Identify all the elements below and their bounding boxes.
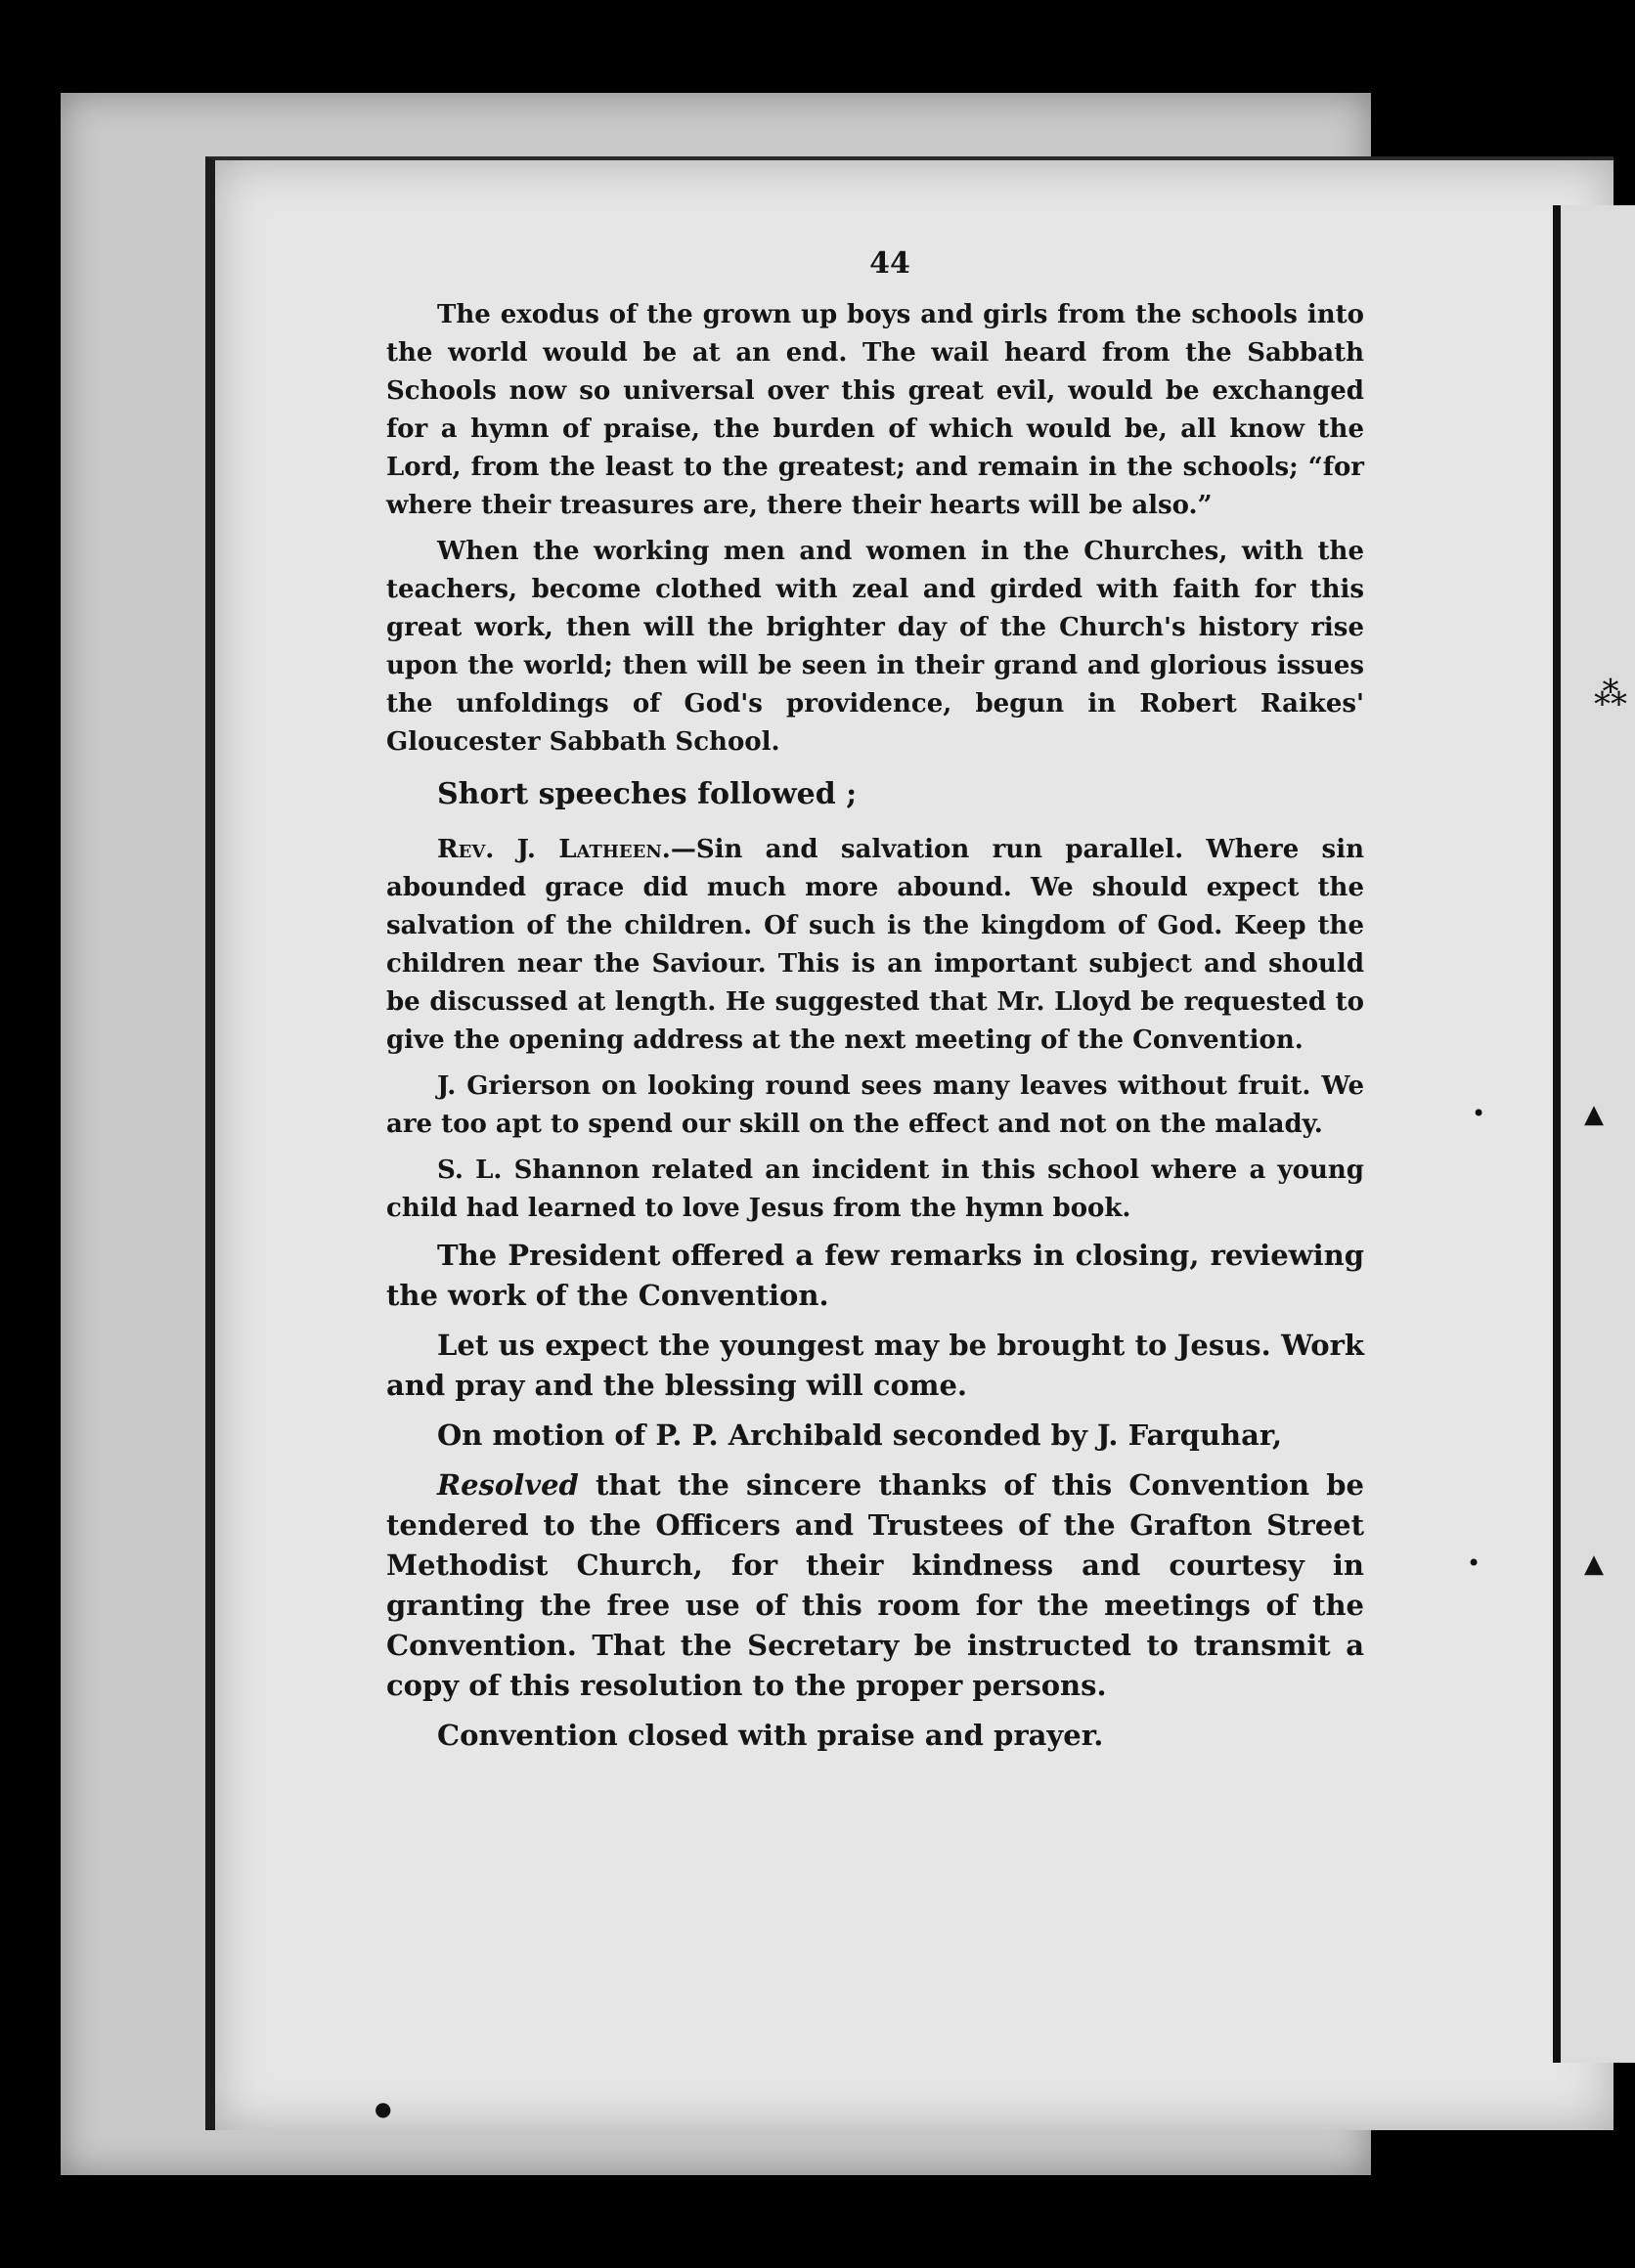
page-spine <box>1553 205 1561 2063</box>
paragraph-grierson: J. Grierson on looking round sees many leaves without fruit. We are too apt to spend our skill on the effect and not on the malady. <box>386 1071 1364 1139</box>
speck-mark: • <box>1467 1549 1481 1577</box>
speck-mark: ▲ <box>1584 1100 1604 1129</box>
paragraph-closing: Convention closed with praise and prayer. <box>437 1719 1104 1752</box>
speck-mark: ▲ <box>1584 1549 1604 1579</box>
paragraph-working-men: When the working men and women in the Churches, with the teachers, become clothed with zeal and girded with faith for this great work, then will the brighter day of the Church's history rise upon the world; then will be seen in their grand and glorious issues the unfoldings of God's providence, begun in Robert Raikes' Gloucester Sabbath School. <box>386 537 1364 757</box>
resolution-text: that the sincere thanks of this Convention be tendered to the Officers and Trustees of the Grafton Street Methodist Church, for their kindness and courtesy in granting the free use of this room for the meetings of the Convention. That the Secretary be instructed to transmit a copy of this resolution to the proper persons. <box>386 1468 1364 1702</box>
page-content <box>386 244 1364 1766</box>
speck-mark: ⁂ <box>1594 675 1627 714</box>
resolved-lead: Resolved <box>437 1468 579 1502</box>
speck-mark: • <box>1472 1100 1486 1127</box>
speck-mark: ● <box>375 2097 392 2120</box>
speaker-name: Rev. J. Latheen. <box>437 835 671 864</box>
paragraph-shannon: S. L. Shannon related an incident in this school where a young child had learned to love Jesus from the hymn book. <box>386 1156 1364 1223</box>
paragraph-expect: Let us expect the youngest may be brought to Jesus. Work and pray and the blessing will come. <box>386 1329 1364 1402</box>
paragraph-motion: On motion of P. P. Archibald seconded by J. Farquhar, <box>437 1418 1283 1452</box>
paragraph-resolved <box>386 1465 1364 1706</box>
section-heading: Short speeches followed ; <box>437 777 858 811</box>
paragraph-rev-latheen <box>386 831 1364 1060</box>
speech-text: —Sin and salvation run parallel. Where sin abounded grace did much more abound. We should expect the salvation of the children. Of such is the kingdom of God. Keep the children near the Saviour. This is an important subject and should be discussed at length. He suggested that Mr. Lloyd be requested to give the opening address at the next meeting of the Convention. <box>386 835 1364 1055</box>
right-page-edge <box>1561 205 1635 2063</box>
page-number: 44 <box>869 246 910 281</box>
paragraph-president: The President offered a few remarks in closing, reviewing the work of the Convention. <box>386 1239 1364 1312</box>
paragraph-exodus: The exodus of the grown up boys and girls from the schools into the world would be at an end. The wail heard from the Sabbath Schools now so universal over this great evil, would be exchanged for a hymn of praise, the burden of which would be, all know the Lord, from the least to the greatest; and remain in the schools; “for where their treasures are, there their hearts will be also.” <box>386 300 1364 520</box>
